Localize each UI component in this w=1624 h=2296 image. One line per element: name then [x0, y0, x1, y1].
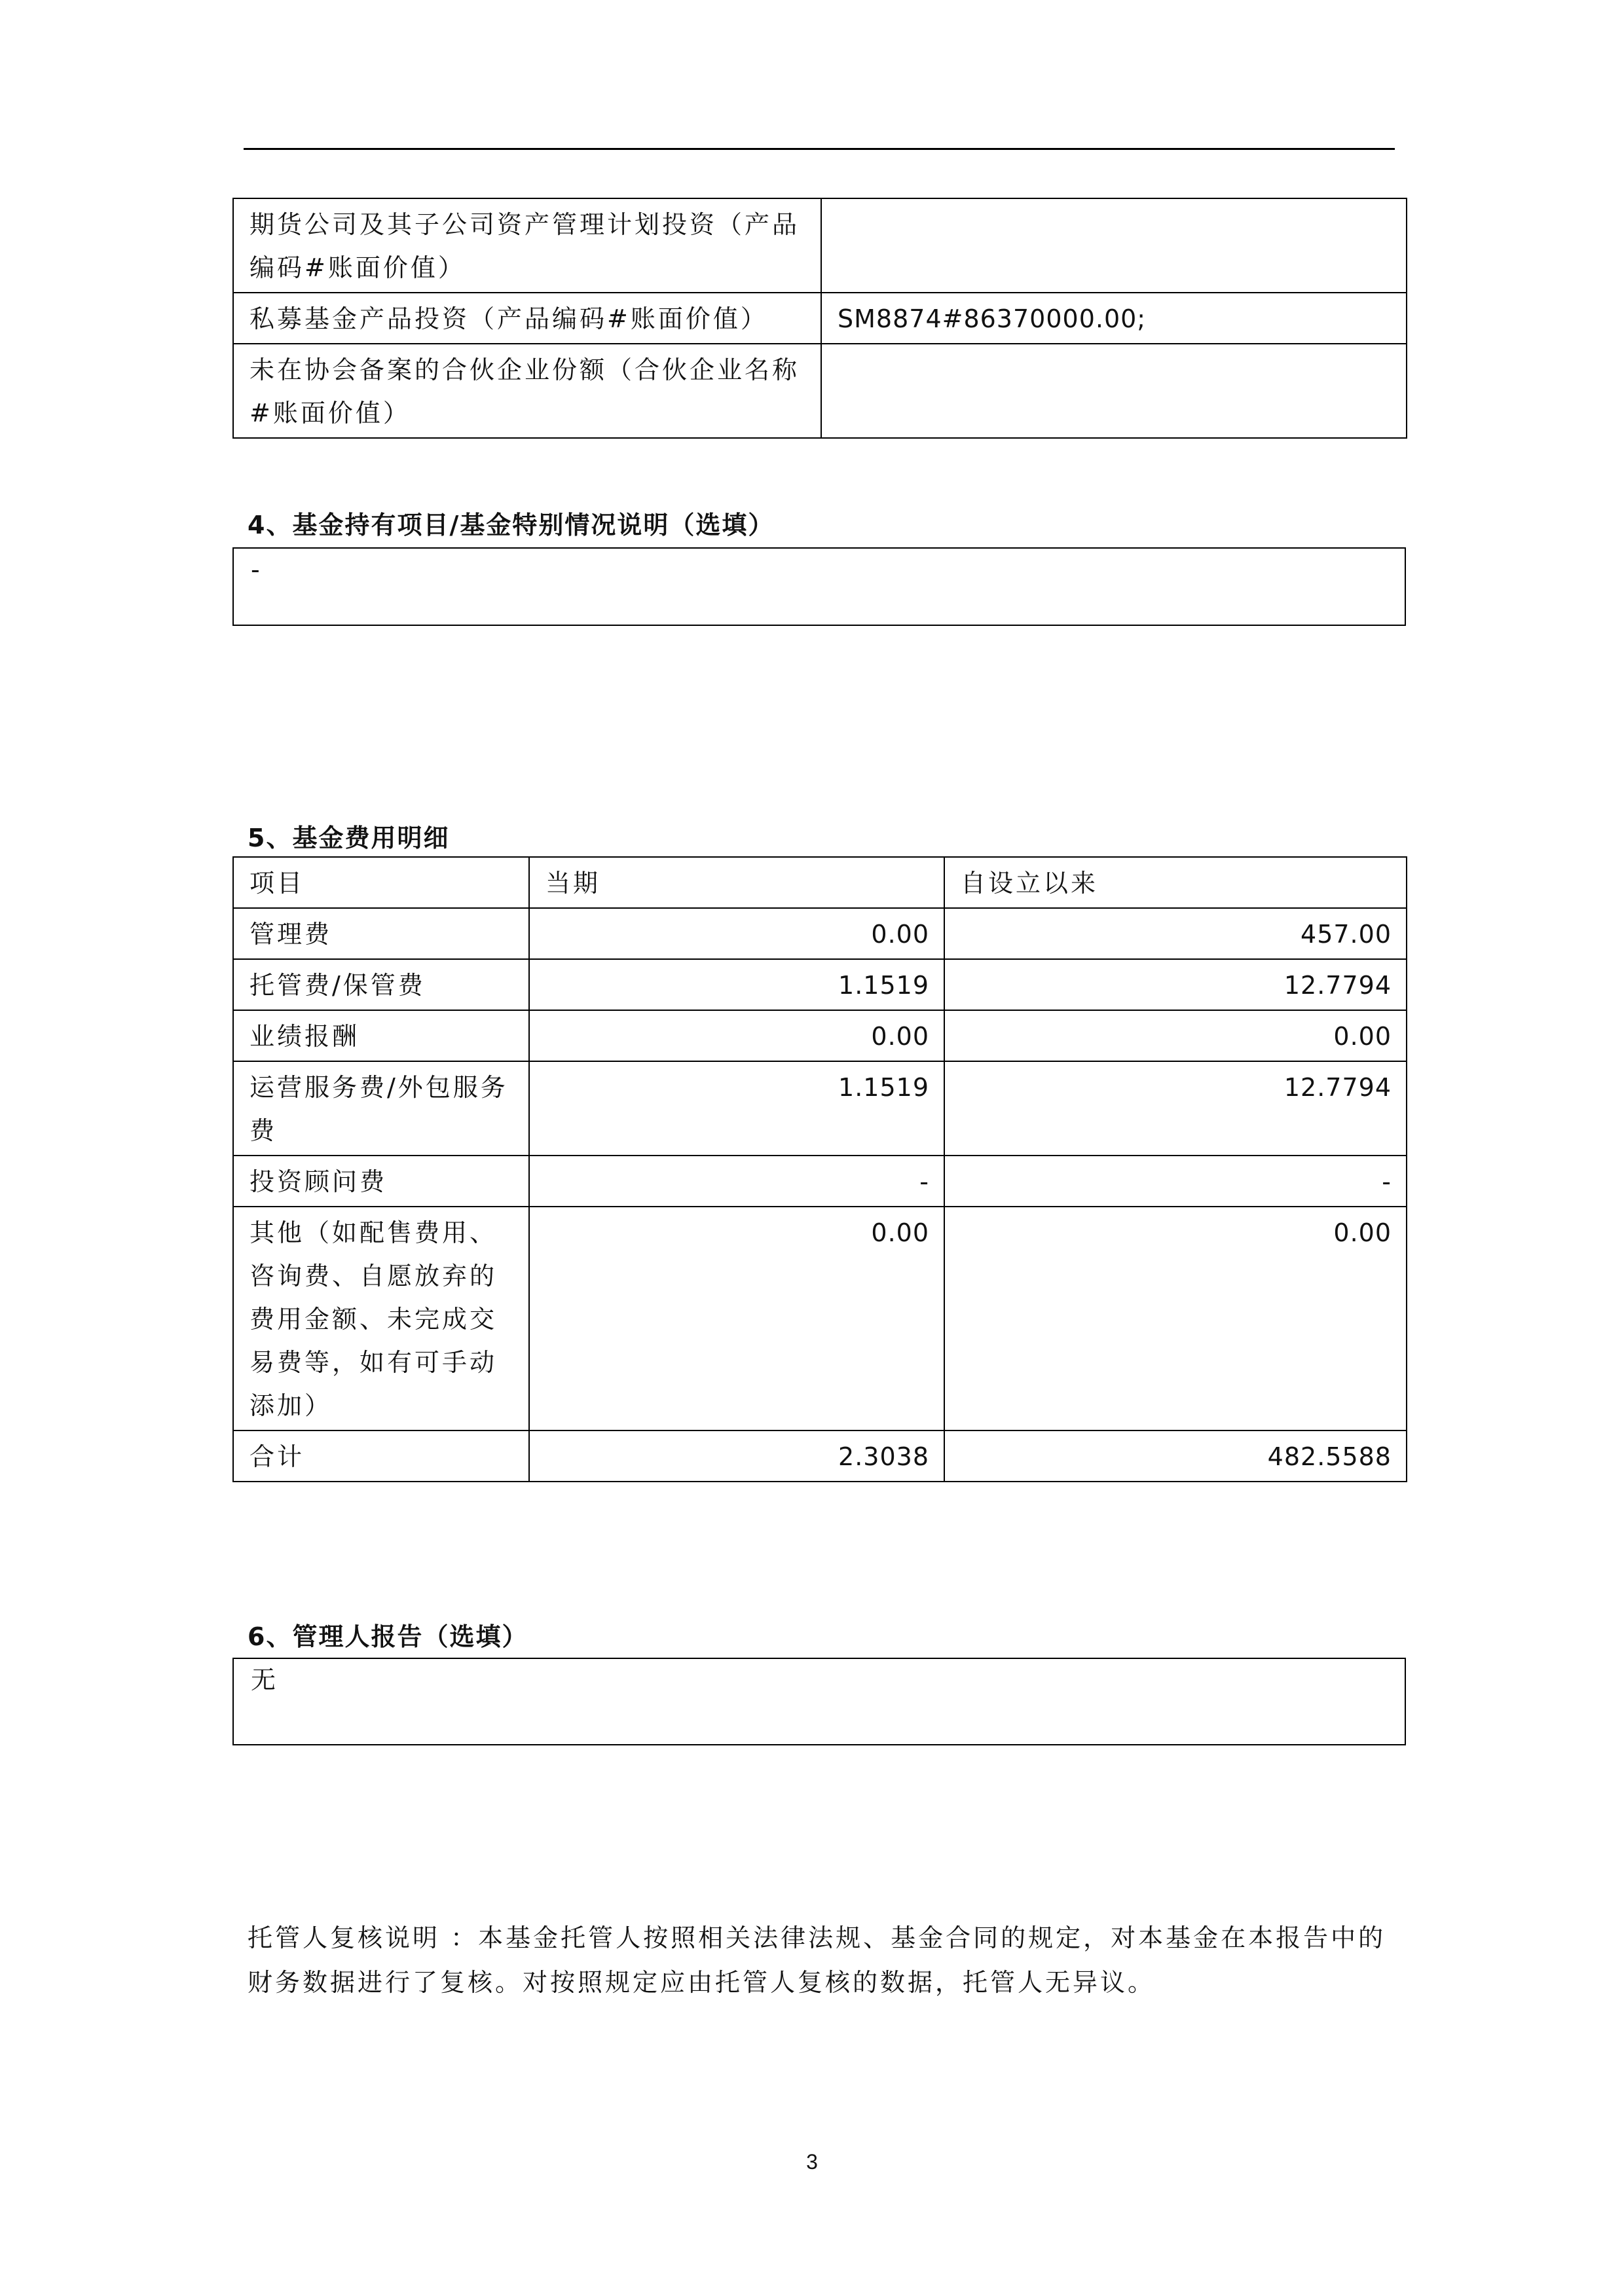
table-row — [233, 1430, 1407, 1482]
fee-item: 其他（如配售费用、咨询费、自愿放弃的费用金额、未完成交易费等，如有可手动添加） — [233, 1207, 529, 1430]
fee-since: 457.00 — [944, 908, 1407, 959]
fee-item: 托管费/保管费 — [233, 959, 529, 1010]
table-row — [233, 1207, 1407, 1430]
row-value — [821, 198, 1407, 293]
row-label: 未在协会备案的合伙企业份额（合伙企业名称#账面价值） — [233, 344, 821, 438]
table-row — [233, 198, 1407, 293]
fee-since: 0.00 — [944, 1010, 1407, 1061]
fee-item: 管理费 — [233, 908, 529, 959]
fee-current: 0.00 — [529, 908, 944, 959]
section-4-box — [232, 547, 1406, 626]
investment-table — [232, 198, 1407, 439]
row-label: 私募基金产品投资（产品编码#账面价值） — [233, 293, 821, 344]
table-row — [233, 344, 1407, 438]
section-5-title: 5、基金费用明细 — [248, 824, 450, 852]
section-4-title: 4、基金持有项目/基金特别情况说明（选填） — [248, 511, 775, 539]
fee-current: 1.1519 — [529, 959, 944, 1010]
section-4-content: - — [251, 555, 260, 584]
section-6-content: 无 — [251, 1666, 276, 1694]
section-6-title: 6、管理人报告（选填） — [248, 1622, 528, 1651]
row-value — [821, 344, 1407, 438]
fee-since: 12.7794 — [944, 1061, 1407, 1156]
fee-since: - — [944, 1156, 1407, 1207]
table-row — [233, 293, 1407, 344]
fee-item: 合计 — [233, 1430, 529, 1482]
header-rule — [244, 148, 1395, 150]
fee-since: 0.00 — [944, 1207, 1407, 1430]
fee-item: 投资顾问费 — [233, 1156, 529, 1207]
header-current: 当期 — [529, 857, 944, 908]
table-row — [233, 1061, 1407, 1156]
fee-current: 2.3038 — [529, 1430, 944, 1482]
fee-item: 业绩报酬 — [233, 1010, 529, 1061]
fee-current: 0.00 — [529, 1010, 944, 1061]
page-number: 3 — [806, 2150, 818, 2174]
fee-since: 482.5588 — [944, 1430, 1407, 1482]
fee-table — [232, 856, 1407, 1482]
table-header-row — [233, 857, 1407, 908]
fee-current: 1.1519 — [529, 1061, 944, 1156]
row-value: SM8874#86370000.00; — [821, 293, 1407, 344]
section-6-box — [232, 1658, 1406, 1745]
fee-current: - — [529, 1156, 944, 1207]
table-row — [233, 959, 1407, 1010]
table-row — [233, 908, 1407, 959]
header-since: 自设立以来 — [944, 857, 1407, 908]
table-row — [233, 1010, 1407, 1061]
header-item: 项目 — [233, 857, 529, 908]
fee-since: 12.7794 — [944, 959, 1407, 1010]
custodian-note: 托管人复核说明 ：本基金托管人按照相关法律法规、基金合同的规定，对本基金在本报告中的财务数据进行了复核。对按照规定应由托管人复核的数据，托管人无异议。 — [248, 1923, 1386, 1997]
fee-current: 0.00 — [529, 1207, 944, 1430]
fee-item: 运营服务费/外包服务费 — [233, 1061, 529, 1156]
row-label: 期货公司及其子公司资产管理计划投资（产品编码#账面价值） — [233, 198, 821, 293]
table-row — [233, 1156, 1407, 1207]
